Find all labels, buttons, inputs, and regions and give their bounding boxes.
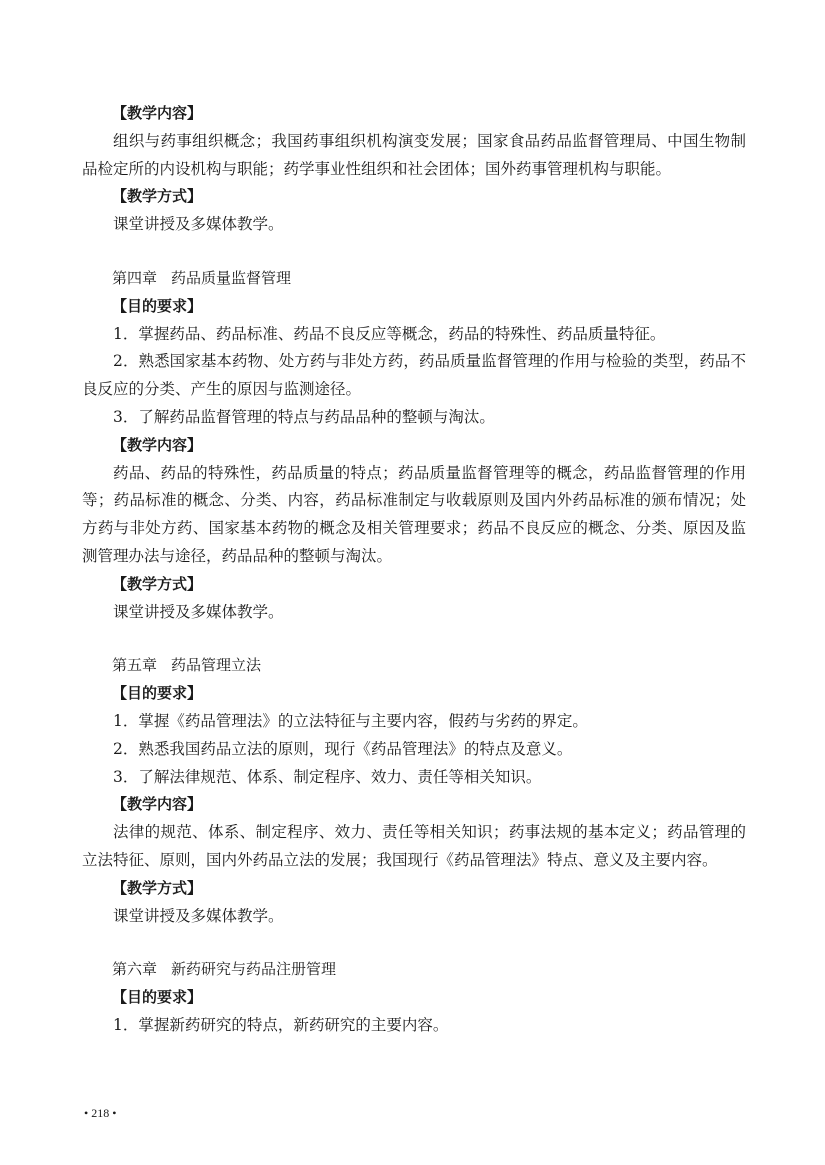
chapter-name: 新药研究与药品注册管理: [171, 960, 337, 979]
chapter-number: 第五章: [112, 656, 158, 675]
content-paragraph: 法律的规范、体系、制定程序、效力、责任等相关知识；药事法规的基本定义；药品管理的立法特征、原则，国内外药品立法的发展；我国现行《药品管理法》特点、意义及主要内容。: [82, 823, 746, 869]
requirement-item: 2．熟悉国家基本药物、处方药与非处方药，药品质量监督管理的作用与检验的类型，药品不良反应的分类、产生的原因与监测途径。: [82, 352, 746, 399]
method-heading: 【教学方式】: [112, 878, 203, 897]
chapter-name: 药品管理立法: [171, 656, 262, 675]
requirement-item: 2．熟悉我国药品立法的原则，现行《药品管理法》的特点及意义。: [113, 739, 573, 758]
requirement-item: 1．掌握新药研究的特点，新药研究的主要内容。: [113, 1015, 449, 1034]
requirement-item: 3．了解法律规范、体系、制定程序、效力、责任等相关知识。: [113, 767, 542, 786]
requirement-item: 1．掌握药品、药品标准、药品不良反应等概念，药品的特殊性、药品质量特征。: [113, 324, 666, 343]
method-text: 课堂讲授及多媒体教学。: [113, 906, 284, 925]
method-heading: 【教学方式】: [112, 187, 203, 206]
content-heading: 【教学内容】: [112, 795, 203, 814]
chapter-number: 第四章: [112, 268, 158, 287]
requirements-heading: 【目的要求】: [112, 684, 203, 703]
page-number: • 218 •: [84, 1106, 117, 1120]
content-heading: 【教学内容】: [112, 104, 203, 122]
content-paragraph: 组织与药事组织概念；我国药事组织机构演变发展；国家食品药品监督管理局、中国生物制品检定所的内设机构与职能；药学事业性组织和社会团体；国外药事管理机构与职能。: [82, 131, 746, 178]
requirement-item: 1．掌握《药品管理法》的立法特征与主要内容，假药与劣药的界定。: [113, 711, 588, 730]
method-text: 课堂讲授及多媒体教学。: [113, 602, 284, 621]
content-heading: 【教学内容】: [112, 435, 203, 454]
chapter-4-title: [82, 265, 746, 293]
document-page: [82, 100, 746, 1040]
requirement-item: 3．了解药品监督管理的特点与药品品种的整顿与淘汰。: [113, 407, 495, 426]
chapter-5-title: [82, 652, 746, 680]
chapter-6-title: [82, 956, 746, 984]
method-heading: 【教学方式】: [112, 574, 203, 593]
requirements-heading: 【目的要求】: [112, 988, 203, 1007]
chapter-name: 药品质量监督管理: [171, 268, 292, 287]
chapter-number: 第六章: [112, 960, 158, 979]
content-paragraph: 药品、药品的特殊性，药品质量的特点；药品质量监督管理等的概念，药品监督管理的作用等；药品标准的概念、分类、内容，药品标准制定与收载原则及国内外药品标准的颁布情况；处方药与非处方药、国家基本药物的概念及相关管理要求；药品不良反应的概念、分类、原因及监测管理办法与途径，药品品种的整顿与淘汰。: [82, 463, 746, 565]
method-text: 课堂讲授及多媒体教学。: [113, 215, 284, 234]
requirements-heading: 【目的要求】: [112, 296, 203, 315]
